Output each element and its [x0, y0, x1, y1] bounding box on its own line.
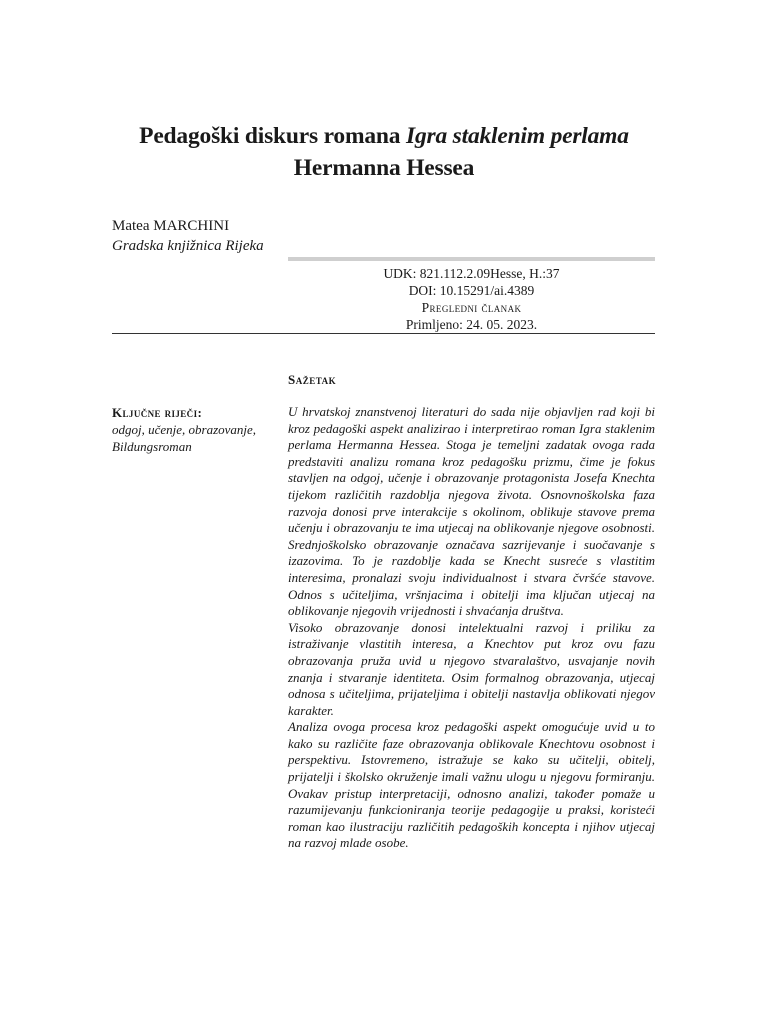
received-date: Primljeno: 24. 05. 2023.: [405, 317, 538, 332]
keywords-text: odgoj, učenje, obrazovanje, Bildungsroman: [112, 422, 257, 454]
abstract-heading: Sažetak: [288, 372, 337, 387]
author-affiliation: Gradska knjižnica Rijeka: [112, 238, 264, 254]
article-type: Pregledni članak: [421, 300, 522, 315]
article-metadata: [288, 265, 655, 333]
title-part-1: Pedagoški diskurs romana: [139, 123, 407, 149]
keywords-block: [112, 404, 277, 455]
abstract-paragraph-1: U hrvatskoj znanstvenoj literaturi do sada nije objavljen rad koji bi kroz pedagoški aspekt analizirao i interpretirao roman Igra staklenim perlama Hermanna Hessea. Stoga je temeljni zadatak ovoga rada predstaviti analizu romana kroz pedagošku prizmu, čime je fokus stavljen na odgoj, učenje i obrazovanje protagonista Josefa Knechta tijekom različitih razdoblja njegova života. Osnovnoškolska faza razvoja donosi prve interakcije s okolinom, oblikuje stavove prema učenju i obrazovanju te ima utjecaj na oblikovanje njegove osobnosti. Srednjoškolsko obrazovanje označava sazrijevanje i suočavanje s izazovima. To je razdoblje kada se Knecht susreće s vlastitim interesima, pronalazi svoju individualnost i stvara čvršće stavove. Odnos s učiteljima, vršnjacima i obitelji ima ključan utjecaj na oblikovanje njegovih vrijednosti i shvaćanja društva.: [288, 404, 655, 619]
abstract-paragraph-3: Analiza ovoga procesa kroz pedagoški aspekt omogućuje uvid u to kako su različite faze obrazovanja oblikovale Knechtovu osobnost i perspektivu. Istovremeno, istražuje se kako su učitelji, obitelj, prijatelji i školsko okruženje imali važnu ulogu u njegovu formiranju. Ovakav pristup interpretaciji, odnosno analizi, također pomaže u razumijevanju funkcioniranja teorije pedagogije u praksi, koristeći roman kao ilustraciju različitih pedagoških koncepta i njihov utjecaj na razvoj mlade osobe.: [288, 719, 655, 851]
meta-bottom-rule: [112, 333, 655, 334]
article-title: [60, 120, 708, 184]
keywords-label: Ključne riječi:: [112, 405, 203, 420]
doi: DOI: 10.15291/ai.4389: [408, 283, 535, 298]
abstract-paragraph-2: Visoko obrazovanje donosi intelektualni razvoj i priliku za istraživanje vlastitih interesa, a Knechtov put kroz ovu fazu obrazovanja pruža uvid u njegovo stvaralaštvo, usvajanje novih znanja i stvaranje identiteta. Osim formalnog obrazovanja, utjecaj odnosa s učiteljima, prijateljima i obitelji nastavlja oblikovati njegov karakter.: [288, 619, 655, 718]
author-name: Matea MARCHINI: [112, 218, 230, 234]
title-novel-name: Igra staklenim perlama: [406, 123, 629, 149]
title-part-2: Hermanna Hessea: [293, 155, 475, 181]
meta-top-rule: [288, 257, 655, 261]
udk-code: UDK: 821.112.2.09Hesse, H.:37: [383, 266, 560, 281]
abstract-body: [288, 404, 655, 852]
author-block: [112, 216, 264, 256]
